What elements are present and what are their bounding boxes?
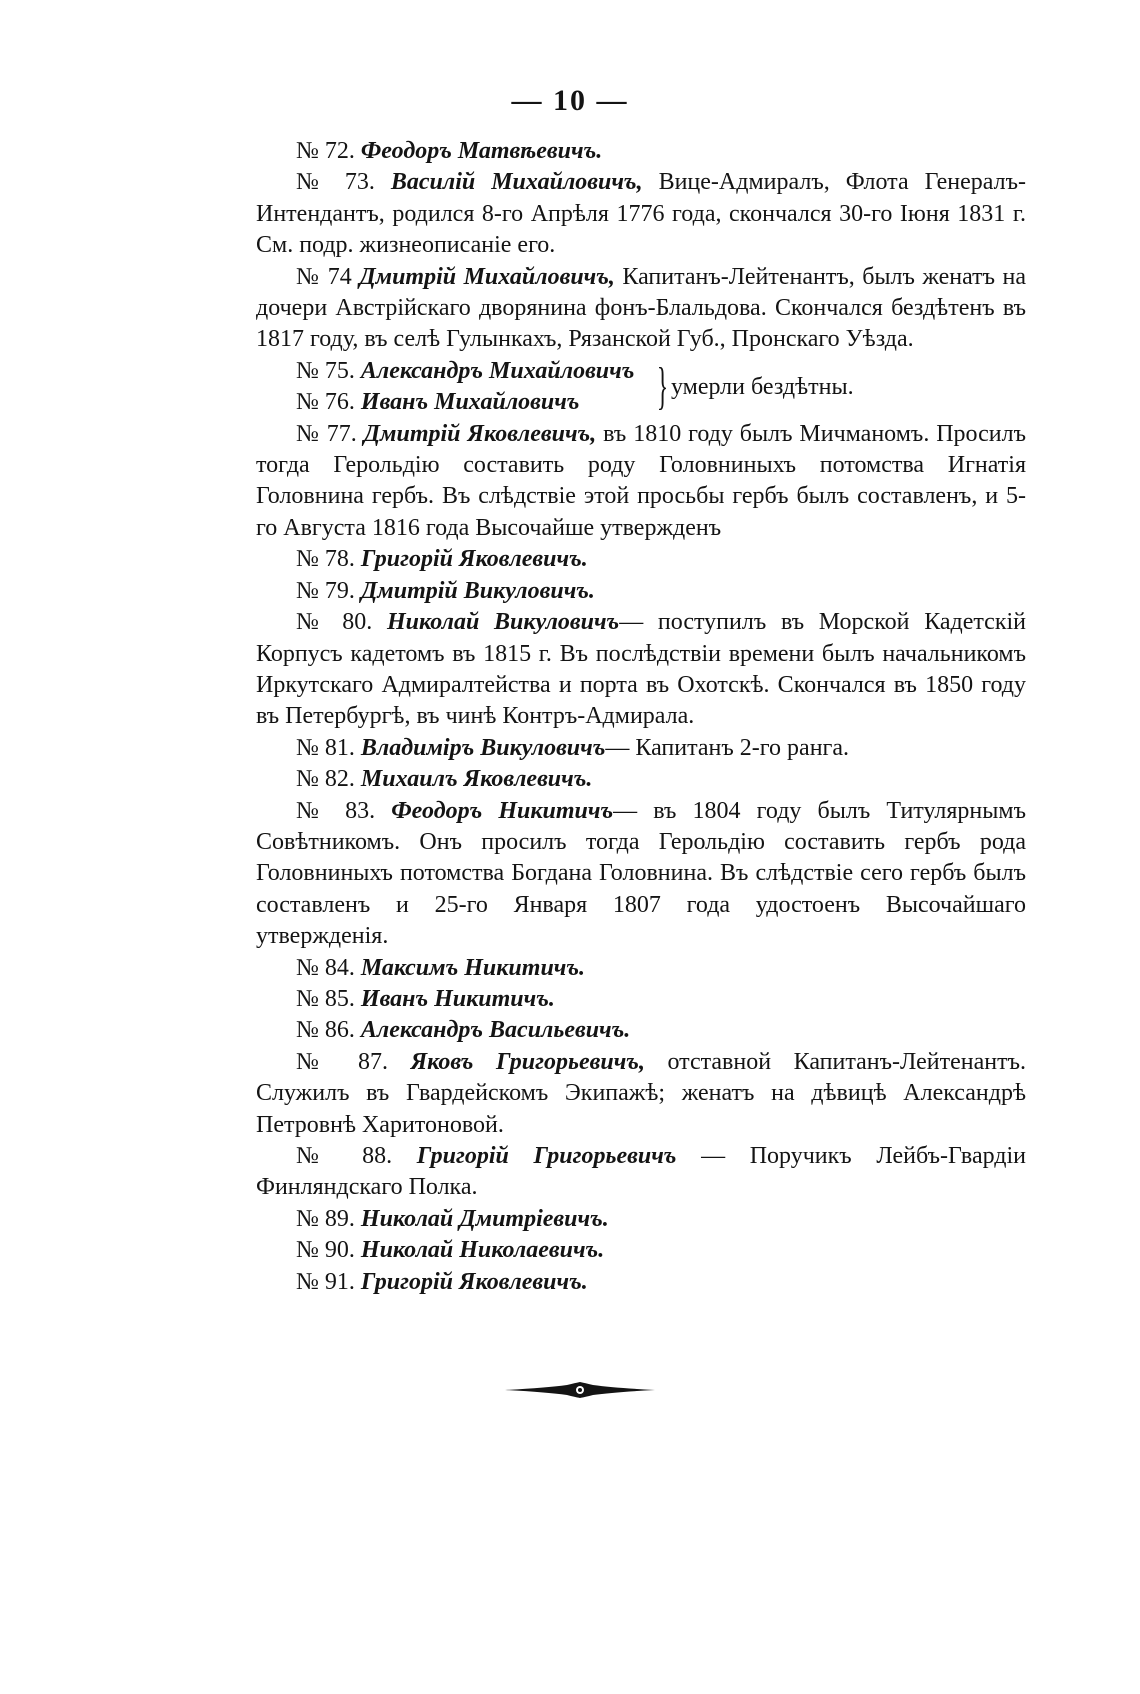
entry-73 [256, 167, 1026, 261]
brace-group [256, 356, 1026, 419]
ornament-divider-icon [505, 1382, 655, 1398]
entry-91 [256, 1267, 1026, 1298]
entry-number: № 72. [296, 138, 355, 164]
entry-name: Михаилъ Яковлевичъ. [360, 766, 593, 793]
entry-name: Дмитрій Викуловичъ. [360, 577, 595, 604]
entry-82 [256, 764, 1026, 795]
entry-76 [256, 387, 656, 418]
entry-72 [256, 136, 1026, 167]
entry-number: № 79. [296, 577, 355, 604]
entry-number: № 78. [296, 546, 355, 573]
entry-87 [256, 1047, 1026, 1141]
entry-80 [256, 607, 1026, 733]
entry-name: Иванъ Никитичъ. [360, 985, 555, 1012]
entry-number: № 75. [296, 357, 355, 384]
genealogy-text [256, 136, 1026, 1298]
entry-description: отставной Капитанъ-Лейтенантъ. Служилъ въ Гвардейскомъ Экипажѣ; женатъ на дѣвицѣ Александрѣ Петровнѣ Харитоновой. [256, 1048, 1027, 1138]
entry-77 [256, 419, 1026, 545]
entry-name: Александръ Михайловичъ [360, 357, 635, 384]
entry-90 [256, 1235, 1026, 1266]
entry-number: № 76. [296, 389, 355, 416]
curly-brace-icon: } [656, 358, 669, 416]
entry-81 [256, 733, 1026, 764]
entry-83 [256, 796, 1026, 953]
entry-78 [256, 544, 1026, 575]
entry-name: Григорій Яковлевичъ. [360, 546, 588, 573]
entry-75 [256, 356, 656, 387]
entry-description: — Капитанъ 2-го ранга. [605, 734, 850, 761]
entry-description: Вице-Адмиралъ, Флота Генералъ-Интендантъ, родился 8-го Апрѣля 1776 года, скончался 30-го Іюня 1831 г. См. подр. жизнеописаніе его. [256, 169, 1027, 259]
entry-number: № 90. [296, 1237, 355, 1264]
page-number: — 10 — [511, 84, 629, 117]
entry-79 [256, 576, 1026, 607]
brace-names [256, 356, 656, 419]
entry-name: Григорій Яковлевичъ. [360, 1268, 588, 1295]
entry-name: Феодоръ Никитичъ [391, 797, 614, 824]
entry-89 [256, 1204, 1026, 1235]
entry-name: Феодоръ Матвѣевичъ. [360, 138, 603, 164]
entry-number: № 82. [296, 766, 355, 793]
entry-number: № 83. [296, 797, 376, 824]
entry-description: — въ 1804 году былъ Титулярнымъ Совѣтникомъ. Онъ просилъ тогда Герольдію составить гербъ рода Головниныхъ потомства Богдана Головнина. Въ слѣдствіе сего гербъ былъ составленъ и 25-го Января 1807 года удостоенъ Высочайшаго утвержденія. [256, 797, 1026, 950]
entry-name: Дмитрій Михайловичъ, [359, 263, 615, 290]
entry-description: — Поручикъ Лейбъ-Гвардіи Финляндскаго Полка. [256, 1143, 1027, 1201]
entry-name: Николай Дмитріевичъ. [360, 1205, 609, 1232]
entry-number: № 74 [296, 263, 352, 290]
entry-88 [256, 1141, 1026, 1204]
entry-name: Василій Михайловичъ, [390, 169, 643, 196]
entry-number: № 77. [296, 420, 357, 447]
entry-name: Дмитрій Яковлевичъ, [363, 420, 597, 447]
brace-note: умерли бездѣтны. [670, 373, 854, 400]
entry-name: Владиміръ Викуловичъ [360, 734, 606, 761]
entry-number: № 81. [296, 734, 355, 761]
entry-description: — поступилъ въ Морской Кадетскій Корпусъ кадетомъ въ 1815 г. Въ послѣдствіи времени былъ начальникомъ Иркутскаго Адмиралтейства и порта въ Охотскѣ. Скончался въ 1850 году въ Петербургѣ, въ чинѣ Контръ-Адмирала. [256, 609, 1026, 730]
entry-name: Григорій Григорьевичъ [416, 1143, 677, 1169]
entry-number: № 85. [296, 985, 355, 1012]
entry-number: № 89. [296, 1205, 355, 1232]
entry-number: № 80. [296, 609, 373, 636]
entry-number: № 73. [296, 169, 375, 196]
entry-description: Капитанъ-Лейтенантъ, былъ женатъ на дочери Австрійскаго дворянина фонъ-Блальдова. Скончался бездѣтенъ въ 1817 году, въ селѣ Гулынкахъ, Рязанской Губ., Пронскаго Уѣзда. [256, 263, 1027, 353]
entry-name: Александръ Васильевичъ. [360, 1017, 631, 1044]
entry-number: № 91. [296, 1268, 355, 1295]
entry-number: № 86. [296, 1017, 355, 1044]
entry-74 [256, 262, 1026, 356]
entry-name: Николай Викуловичъ [387, 609, 620, 636]
entry-name: Иванъ Михайловичъ [360, 389, 580, 416]
entry-description: въ 1810 году былъ Мичманомъ. Просилъ тогда Герольдію составить роду Головниныхъ потомства Игнатія Головнина гербъ. Въ слѣдствіе этой просьбы гербъ былъ составленъ, и 5-го Августа 1816 года Высочайше утвержденъ [256, 420, 1027, 541]
entry-84 [256, 953, 1026, 984]
entry-86 [256, 1015, 1026, 1046]
entry-name: Максимъ Никитичъ. [360, 954, 586, 981]
entry-number: № 87. [296, 1048, 389, 1075]
entry-85 [256, 984, 1026, 1015]
entry-name: Яковъ Григорьевичъ, [410, 1048, 645, 1075]
entry-number: № 84. [296, 954, 355, 981]
entry-number: № 88. [296, 1143, 393, 1169]
entry-name: Николай Николаевичъ. [360, 1237, 605, 1264]
